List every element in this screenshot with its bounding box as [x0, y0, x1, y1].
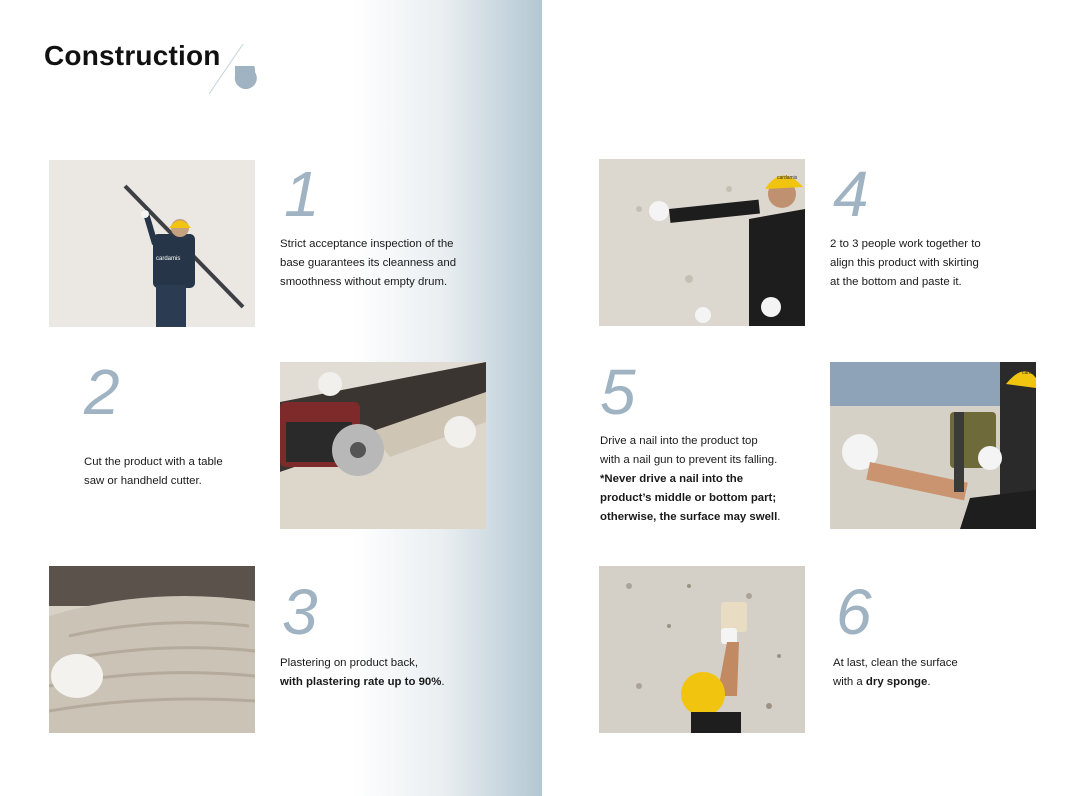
step-4-text [830, 235, 1030, 292]
page-title: Construction [44, 40, 221, 71]
step-4-line-2: align this product with skirting [830, 257, 979, 269]
shirt-logo: cardamis [156, 256, 181, 262]
step-3-period: . [441, 676, 445, 688]
step-5-line-2: with a nail gun to prevent its falling. [600, 454, 778, 466]
step-4-line-1: 2 to 3 people work together to [830, 238, 981, 250]
step-6-line-2 [833, 673, 1033, 692]
step-6-prefix: with a [833, 676, 866, 688]
step-6-line-1: At last, clean the surface [833, 657, 958, 669]
step-2-line-1: Cut the product with a table [84, 456, 223, 468]
step-5-period: . [777, 511, 781, 523]
pasting-panel-photo [599, 159, 805, 326]
step-1-number: 1 [284, 158, 320, 230]
step-6-bold-text: dry sponge [865, 676, 928, 688]
step-1-line-2: base guarantees its cleanness and [280, 257, 457, 269]
step-2-line-2: saw or handheld cutter. [84, 475, 202, 487]
step-3-bold-text: with plastering rate up to 90% [280, 676, 442, 688]
helmet-logo-2: card [1022, 370, 1032, 376]
step-4-line-3: at the bottom and paste it. [830, 276, 962, 288]
helmet-logo: cardamis [777, 175, 798, 181]
step-2-text [84, 453, 284, 491]
saw-cutting-photo [280, 362, 486, 529]
step-5-text [600, 432, 820, 527]
step-5-number: 5 [600, 356, 636, 428]
step-4-number: 4 [833, 158, 869, 230]
step-5-line-3 [600, 470, 820, 489]
step-6-period: . [927, 676, 931, 688]
step-5-warning-3: otherwise, the surface may swell [600, 511, 778, 523]
worker-with-level-photo [49, 160, 255, 327]
step-5-line-1: Drive a nail into the product top [600, 435, 758, 447]
step-5-warning-2: product’s middle or bottom part; [600, 492, 777, 504]
sponge-cleaning-photo [599, 566, 805, 733]
step-3-text [280, 654, 480, 692]
title-decoration-icon [205, 42, 265, 98]
step-3-line-2 [280, 673, 480, 692]
step-3-line-1: Plastering on product back, [280, 657, 419, 669]
step-5-line-5 [600, 508, 820, 527]
step-2-number: 2 [84, 356, 120, 428]
plastering-photo [49, 566, 255, 733]
nail-gun-photo [830, 362, 1036, 529]
step-5-warning-1: *Never drive a nail into the [600, 473, 744, 485]
step-5-line-4 [600, 489, 820, 508]
step-6-number: 6 [836, 576, 872, 648]
step-1-line-1: Strict acceptance inspection of the [280, 238, 454, 250]
step-6-text [833, 654, 1033, 692]
step-1-text [280, 235, 480, 292]
step-1-line-3: smoothness without empty drum. [280, 276, 448, 288]
step-3-number: 3 [282, 576, 318, 648]
